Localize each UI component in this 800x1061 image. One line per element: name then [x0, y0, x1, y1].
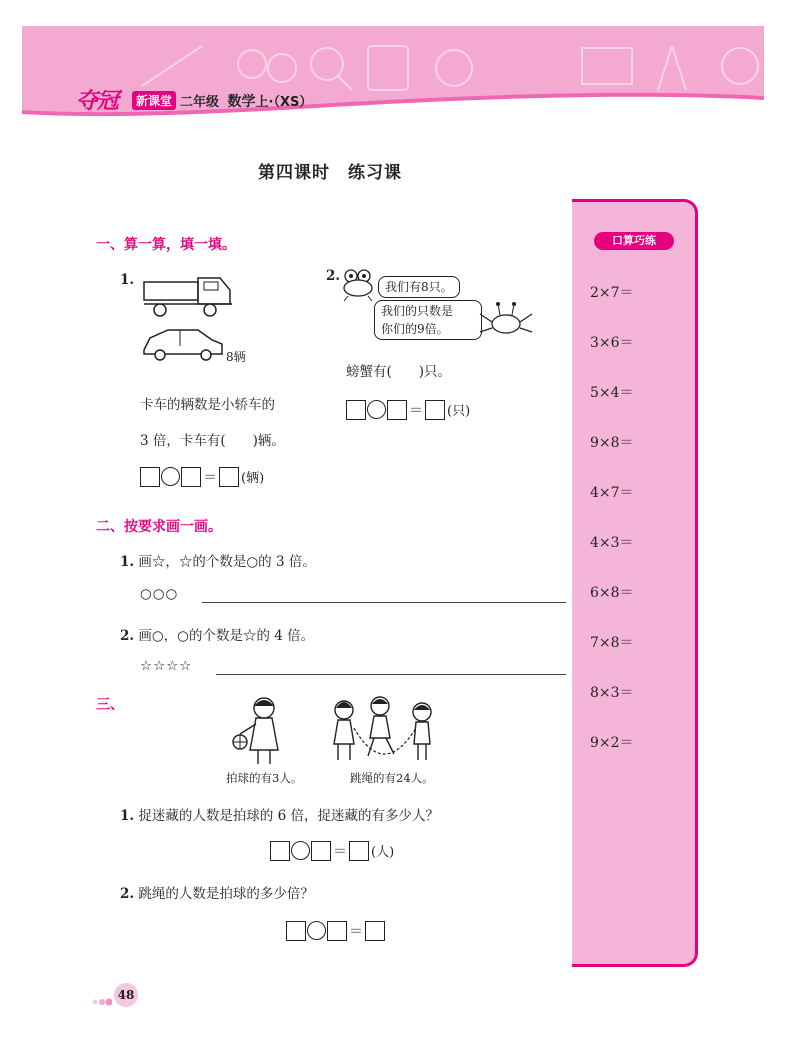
operator-circle[interactable]: [307, 921, 326, 940]
truck-illustration: [140, 270, 236, 322]
answer-box[interactable]: [181, 467, 201, 487]
answer-box[interactable]: [270, 841, 290, 861]
page-dots-decoration: [92, 991, 112, 999]
subject-label: 数学: [227, 94, 256, 110]
caption-ball: 拍球的有3人。: [226, 771, 303, 785]
operator-circle[interactable]: [161, 467, 180, 486]
car-illustration: [140, 324, 226, 364]
frog-speech: 我们有8只。: [378, 276, 460, 298]
s2-q1-number: 1.: [120, 554, 135, 570]
brand-badge: 新课堂: [132, 91, 176, 110]
brand-logo: 夺冠: [76, 89, 119, 114]
calc-item: 4×7＝: [590, 485, 634, 501]
answer-box[interactable]: [365, 921, 385, 941]
section3-heading: 三、: [96, 697, 124, 713]
answer-box[interactable]: [387, 400, 407, 420]
answer-box[interactable]: [327, 921, 347, 941]
s2-q2-given: ☆☆☆☆: [140, 658, 193, 674]
answer-box[interactable]: [349, 841, 369, 861]
calc-item: 5×4＝: [590, 385, 634, 401]
s3-q1-text: 捉迷藏的人数是拍球的 6 倍，捉迷藏的有多少人？: [138, 808, 440, 824]
q1-unit: (辆): [241, 471, 265, 486]
answer-box[interactable]: [425, 400, 445, 420]
s3-q2-equation: ＝: [286, 920, 385, 941]
volume-label: 上·（XS）: [255, 95, 313, 110]
answer-box[interactable]: [346, 400, 366, 420]
q1-equation: ＝ (辆): [140, 466, 264, 487]
grade-label: 二年级: [180, 95, 220, 110]
caption-rope: 跳绳的有24人。: [350, 771, 434, 785]
s3-q1: [120, 804, 439, 824]
answer-box[interactable]: [311, 841, 331, 861]
crab-speech-line2: 你们的9倍。: [381, 322, 449, 336]
s3-q1-equation: ＝ (人): [270, 840, 394, 861]
calc-item: 8×3＝: [590, 685, 634, 701]
calc-item: 9×2＝: [590, 735, 634, 751]
calc-item: 4×3＝: [590, 535, 634, 551]
section2-heading: 二、按要求画一画。: [96, 519, 222, 535]
answer-box[interactable]: [219, 467, 239, 487]
q2-unit: (只): [447, 404, 471, 419]
q1-text-line2: 3 倍，卡车有( )辆。: [140, 433, 285, 449]
calc-item: 9×8＝: [590, 435, 634, 451]
calc-item: 3×6＝: [590, 335, 634, 351]
girl-ball-illustration: [230, 694, 290, 766]
answer-box[interactable]: [286, 921, 306, 941]
s3-q2-text: 跳绳的人数是拍球的多少倍？: [138, 886, 314, 902]
sidebar-title: 口算巧练: [594, 232, 674, 250]
answer-box[interactable]: [140, 467, 160, 487]
page-number: 48: [114, 983, 138, 1007]
s2-q1: [120, 550, 316, 570]
s3-q2-number: 2.: [120, 886, 135, 902]
operator-circle[interactable]: [367, 400, 386, 419]
car-count-label: 8辆: [226, 350, 246, 364]
jump-rope-illustration: [324, 694, 444, 766]
calc-item: 2×7＝: [590, 285, 634, 301]
lesson-title: 第四课时 练习课: [258, 163, 402, 183]
q1-number: 1.: [120, 272, 135, 288]
crab-speech: [374, 300, 482, 340]
s3-q1-number: 1.: [120, 808, 135, 824]
q2-question: 螃蟹有( )只。: [346, 364, 452, 380]
s2-q1-answer-line[interactable]: [202, 602, 566, 603]
s3-q1-unit: (人): [371, 845, 395, 860]
s2-q2-answer-line[interactable]: [216, 674, 566, 675]
operator-circle[interactable]: [291, 841, 310, 860]
crab-icon: [476, 300, 536, 340]
s2-q1-given: ○○○: [140, 586, 179, 602]
frog-icon: [340, 268, 376, 302]
s2-q2-number: 2.: [120, 628, 135, 644]
q2-number: 2.: [326, 268, 341, 284]
s3-q2: [120, 882, 314, 902]
q2-equation: ＝ (只): [346, 399, 470, 420]
q1-text-line1: 卡车的辆数是小轿车的: [140, 397, 275, 413]
s2-q2: [120, 624, 314, 644]
header-subtitle: [180, 91, 312, 111]
calc-item: 7×8＝: [590, 635, 634, 651]
crab-speech-line1: 我们的只数是: [381, 304, 454, 318]
section1-heading: 一、算一算，填一填。: [96, 237, 236, 253]
s2-q1-text: 画☆，☆的个数是○的 3 倍。: [138, 554, 316, 570]
calc-item: 6×8＝: [590, 585, 634, 601]
s2-q2-text: 画○，○的个数是☆的 4 倍。: [138, 628, 315, 644]
